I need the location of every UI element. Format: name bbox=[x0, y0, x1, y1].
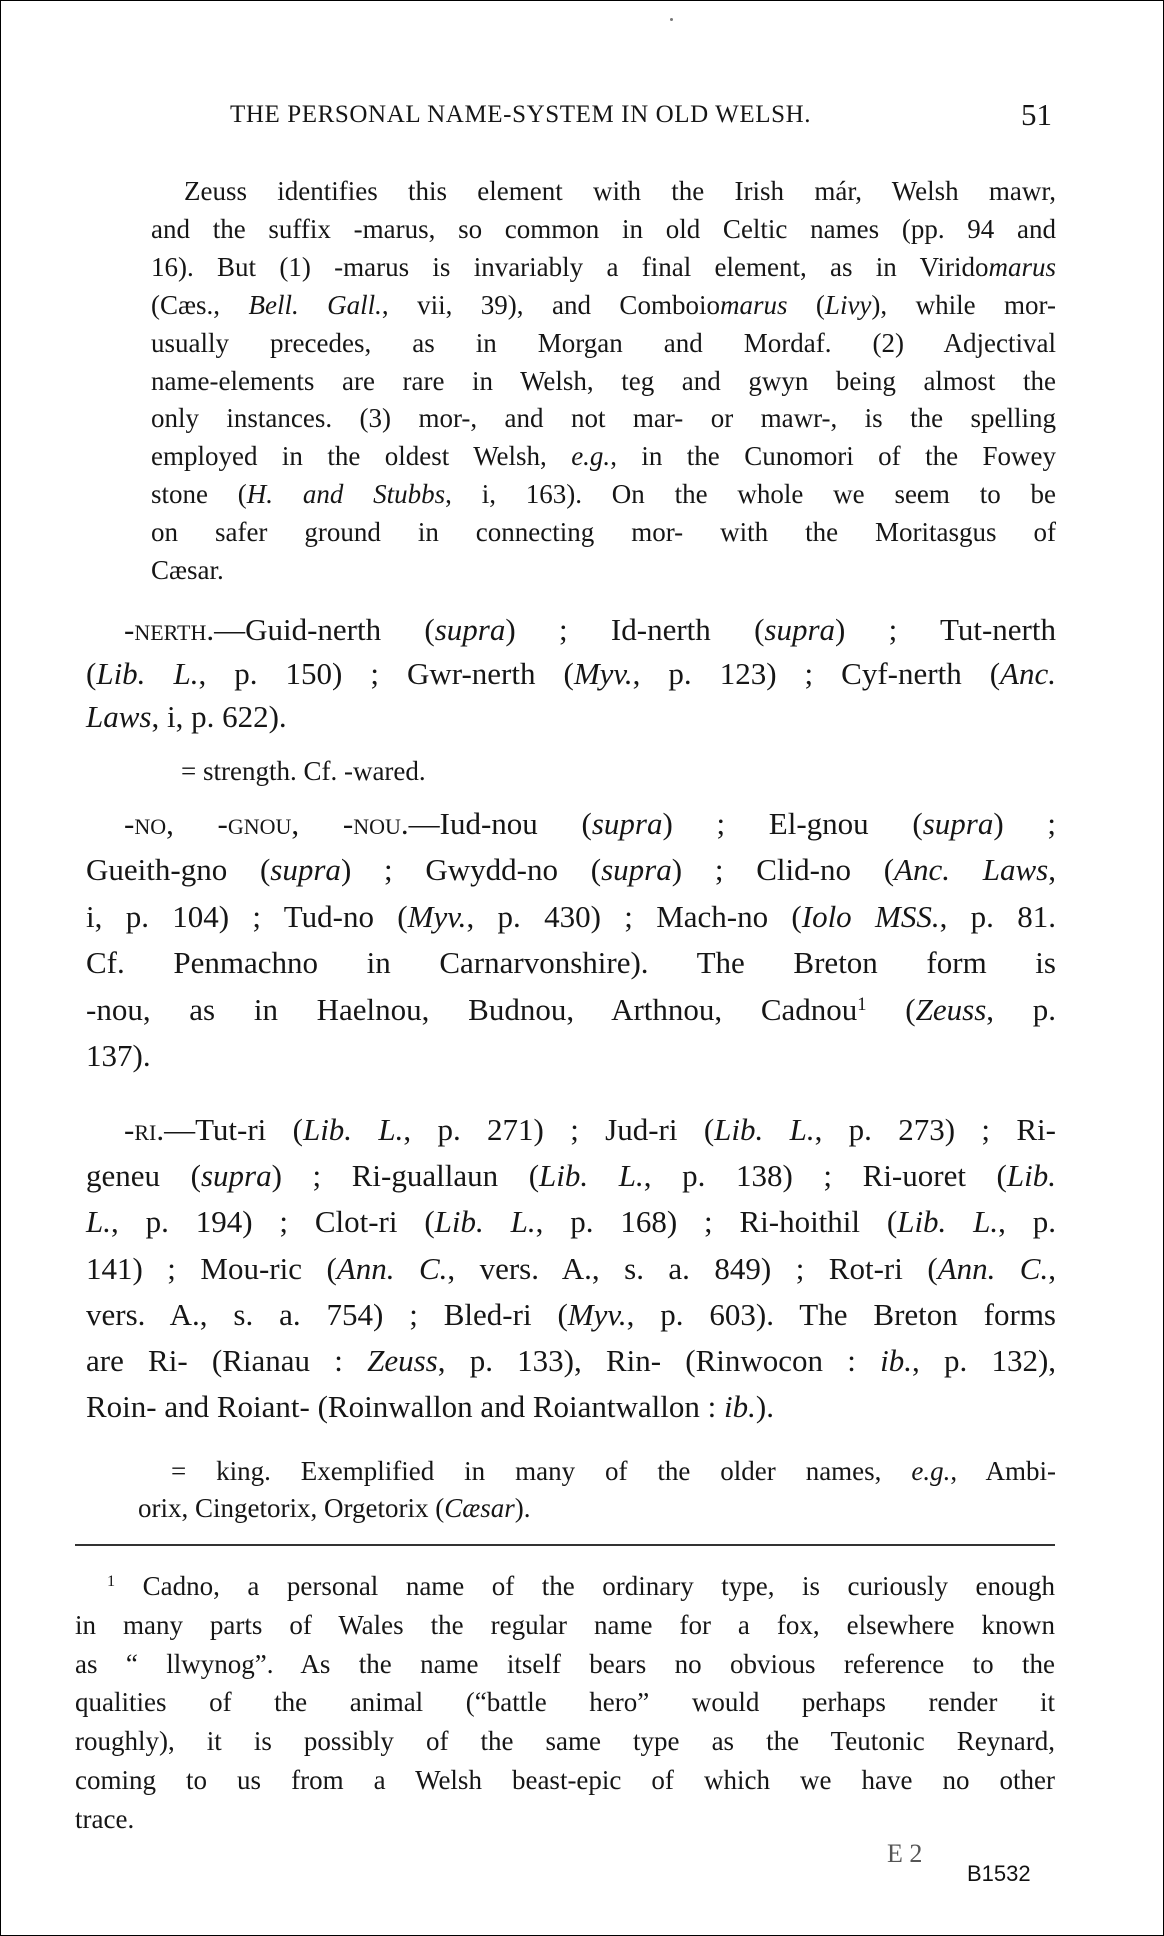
text-run: , p. 133), Rin- (Rinwocon : bbox=[437, 1343, 881, 1379]
gloss-nerth bbox=[181, 752, 781, 790]
text-run: -nou, as in Haelnou, Budnou, Arthnou, Cadnou bbox=[86, 991, 858, 1027]
italic-citation: Bell. Gall. bbox=[248, 289, 382, 320]
text-run: ) ; Id-nerth ( bbox=[505, 612, 765, 647]
text-run: ) ; bbox=[993, 806, 1056, 841]
italic-citation: Lib. L. bbox=[714, 1112, 815, 1147]
text-run: , p. bbox=[986, 991, 1056, 1027]
text-line bbox=[75, 1683, 1055, 1722]
running-header-title: THE PERSONAL NAME-SYSTEM IN OLD WELSH. bbox=[230, 101, 812, 128]
text-line bbox=[86, 1384, 1056, 1430]
text-run: orix, Cingetorix, Orgetorix ( bbox=[138, 1493, 445, 1523]
text-run: ) ; Ri-guallaun ( bbox=[271, 1158, 540, 1194]
text-run: , p. 168) ; Ri-hoithil ( bbox=[535, 1204, 898, 1240]
footnote bbox=[75, 1567, 1055, 1839]
catalog-code: B1532 bbox=[967, 1861, 1031, 1886]
text-line bbox=[151, 363, 1056, 401]
entry-ri bbox=[86, 1107, 1056, 1430]
text-run: vers. A., s. a. 754) ; Bled-ri ( bbox=[86, 1296, 568, 1332]
text-run: , p. bbox=[998, 1204, 1057, 1240]
text-run: only instances. (3) mor-, and not mar- or mawr-, is the spelling bbox=[151, 403, 1056, 434]
text-run: ( bbox=[787, 289, 825, 320]
text-run: are Ri- (Rianau : bbox=[86, 1343, 368, 1379]
text-line bbox=[151, 514, 1056, 552]
italic-citation: Lib. L. bbox=[897, 1204, 999, 1240]
text-run: , p. 138) ; Ri-uoret ( bbox=[643, 1158, 1007, 1194]
text-line bbox=[86, 801, 1056, 847]
text-line bbox=[151, 249, 1056, 287]
gloss-ri bbox=[138, 1453, 1056, 1527]
italic-citation: Livy bbox=[824, 289, 872, 320]
text-run: Cadno, a personal name of the ordinary type, is curiously enough bbox=[115, 1571, 1055, 1601]
text-line bbox=[86, 652, 1056, 696]
text-run: , p. 132), bbox=[912, 1343, 1057, 1379]
text-line bbox=[86, 1246, 1056, 1292]
footnote-marker: 1 bbox=[107, 1572, 116, 1591]
page-number: 51 bbox=[1021, 97, 1052, 132]
italic-citation: Anc. bbox=[1000, 655, 1056, 691]
text-run: , p. 273) ; Ri- bbox=[814, 1112, 1056, 1147]
text-line bbox=[86, 1153, 1056, 1199]
italic-citation: Myv. bbox=[407, 898, 467, 934]
text-line bbox=[151, 173, 1056, 211]
text-run: , bbox=[1048, 852, 1056, 888]
text-run: , p. 123) ; Cyf-nerth ( bbox=[632, 655, 1001, 691]
text-run: Gueith-gno ( bbox=[86, 852, 271, 888]
italic-citation: supra bbox=[764, 612, 836, 647]
scan-speck bbox=[670, 18, 673, 21]
italic-citation: Cæsar bbox=[444, 1493, 515, 1523]
text-line bbox=[75, 1645, 1055, 1684]
italic-citation: ib. bbox=[724, 1389, 756, 1425]
italic-citation: Lib. bbox=[1006, 1158, 1056, 1194]
italic-citation: Lib. L. bbox=[434, 1204, 536, 1240]
text-line bbox=[86, 1292, 1056, 1338]
text-run: = strength. Cf. -wared. bbox=[181, 756, 426, 786]
text-run: coming to us from a Welsh beast-epic of which we have no other bbox=[75, 1764, 1055, 1795]
text-run: qualities of the animal (“battle hero” would perhaps render it bbox=[75, 1687, 1055, 1718]
text-run: —Tut-ri ( bbox=[164, 1112, 303, 1147]
text-run: 137). bbox=[86, 1038, 151, 1074]
italic-citation: marus bbox=[719, 289, 788, 320]
italic-citation: Myv. bbox=[573, 655, 633, 691]
text-line bbox=[86, 940, 1056, 986]
text-line bbox=[86, 847, 1056, 893]
footnote-divider bbox=[75, 1544, 1055, 1546]
italic-citation: Lib. L. bbox=[302, 1112, 404, 1147]
text-run: roughly), it is possibly of the same type as the Teutonic Reynard, bbox=[75, 1726, 1055, 1757]
text-run: , p. 81. bbox=[939, 898, 1057, 934]
italic-citation: Myv. bbox=[567, 1296, 627, 1332]
text-run: , in the Cunomori of the Fowey bbox=[610, 441, 1057, 472]
text-line bbox=[151, 211, 1056, 249]
text-run: trace. bbox=[75, 1803, 135, 1834]
signature-mark: E 2 bbox=[887, 1839, 923, 1868]
paragraph-mor bbox=[151, 173, 1056, 590]
text-run: Cæsar. bbox=[151, 555, 224, 586]
text-run: Cf. Penmachno in Carnarvonshire). The Breton form is bbox=[86, 945, 1056, 981]
text-run: ) ; El-gnou ( bbox=[662, 806, 923, 841]
entry-headword: -nerth. bbox=[124, 612, 215, 647]
text-line bbox=[151, 325, 1056, 363]
italic-citation: e.g. bbox=[571, 441, 611, 472]
italic-citation: Ann. C. bbox=[336, 1250, 448, 1286]
text-run: , p. 271) ; Jud-ri ( bbox=[403, 1112, 715, 1147]
text-line bbox=[86, 608, 1056, 652]
text-line bbox=[181, 752, 781, 790]
italic-citation: marus bbox=[988, 251, 1056, 282]
text-run: , i, p. 622). bbox=[151, 699, 287, 734]
entry-headword: -no, -gnou, -nou. bbox=[124, 806, 409, 841]
italic-citation: ib. bbox=[880, 1343, 912, 1379]
text-line bbox=[86, 894, 1056, 940]
text-run: ), while mor- bbox=[871, 289, 1056, 320]
footnote-marker: 1 bbox=[857, 993, 867, 1015]
text-line bbox=[138, 1490, 1056, 1527]
italic-citation: L. bbox=[86, 1204, 111, 1240]
italic-citation: Laws bbox=[86, 699, 152, 734]
text-run: Roin- and Roiant- (Roinwallon and Roiantwallon : bbox=[86, 1389, 724, 1425]
text-line bbox=[86, 1107, 1056, 1153]
italic-citation: Ann. C. bbox=[937, 1250, 1049, 1286]
text-line bbox=[151, 400, 1056, 438]
text-run: ) ; Clid-no ( bbox=[671, 852, 895, 888]
italic-citation: supra bbox=[601, 852, 672, 888]
text-run: ( bbox=[86, 655, 97, 691]
text-line bbox=[86, 1338, 1056, 1384]
text-run: ) ; Gwydd-no ( bbox=[340, 852, 602, 888]
text-run: —Iud-nou ( bbox=[408, 806, 592, 841]
italic-citation: Iolo MSS. bbox=[801, 898, 940, 934]
text-line bbox=[151, 438, 1056, 476]
text-line bbox=[75, 1761, 1055, 1800]
text-run: , bbox=[1048, 1250, 1056, 1286]
text-run: as “ llwynog”. As the name itself bears no obvious reference to the bbox=[75, 1648, 1055, 1679]
text-run: employed in the oldest Welsh, bbox=[151, 441, 572, 472]
text-run: name-elements are rare in Welsh, teg and gwyn being almost the bbox=[151, 365, 1056, 396]
text-run: —Guid-nerth ( bbox=[214, 612, 435, 647]
text-run: , p. 430) ; Mach-no ( bbox=[466, 898, 802, 934]
text-run: ( bbox=[866, 991, 916, 1027]
text-line bbox=[138, 1453, 1056, 1490]
text-run: (Cæs., bbox=[151, 289, 249, 320]
entry-nerth bbox=[86, 608, 1056, 739]
italic-citation: Zeuss bbox=[915, 991, 987, 1027]
text-line bbox=[151, 476, 1056, 514]
italic-citation: supra bbox=[200, 1158, 272, 1194]
text-run: , p. 603). The Breton forms bbox=[626, 1296, 1056, 1332]
text-line bbox=[86, 987, 1056, 1033]
entry-headword: -ri. bbox=[124, 1112, 165, 1147]
italic-citation: supra bbox=[591, 806, 663, 841]
text-line bbox=[86, 1033, 1056, 1079]
italic-citation: H. and Stubbs bbox=[246, 479, 446, 510]
italic-citation: Lib. L. bbox=[96, 655, 199, 691]
text-line bbox=[75, 1800, 1055, 1839]
text-run: = king. Exemplified in many of the older names, bbox=[171, 1456, 912, 1486]
text-line bbox=[75, 1567, 1055, 1606]
text-run: ). bbox=[514, 1493, 531, 1523]
text-run: , Ambi- bbox=[950, 1456, 1056, 1486]
italic-citation: Zeuss bbox=[367, 1343, 438, 1379]
italic-citation: Lib. L. bbox=[539, 1158, 644, 1194]
text-run: ). bbox=[755, 1389, 774, 1425]
italic-citation: Anc. Laws bbox=[894, 852, 1049, 888]
text-run: , i, 163). On the whole we seem to be bbox=[445, 479, 1057, 510]
text-run: stone ( bbox=[151, 479, 247, 510]
text-run: Zeuss identifies this element with the Irish már, Welsh mawr, bbox=[184, 176, 1056, 206]
text-run: , vii, 39), and Comboio bbox=[381, 289, 720, 320]
italic-citation: supra bbox=[434, 612, 506, 647]
text-run: on safer ground in connecting mor- with the Moritasgus of bbox=[151, 517, 1056, 548]
text-run: , vers. A., s. a. 849) ; Rot-ri ( bbox=[447, 1250, 938, 1286]
text-line bbox=[75, 1606, 1055, 1645]
text-run: in many parts of Wales the regular name for a fox, elsewhere known bbox=[75, 1609, 1055, 1640]
text-run: and the suffix -marus, so common in old Celtic names (pp. 94 and bbox=[151, 213, 1056, 244]
text-run: 141) ; Mou-ric ( bbox=[86, 1250, 337, 1286]
text-run: usually precedes, as in Morgan and Mordaf. (2) Adjectival bbox=[151, 327, 1056, 358]
text-run: i, p. 104) ; Tud-no ( bbox=[86, 898, 408, 934]
italic-citation: supra bbox=[270, 852, 341, 888]
text-run: geneu ( bbox=[86, 1158, 201, 1194]
text-run: , p. 150) ; Gwr-nerth ( bbox=[198, 655, 574, 691]
text-line bbox=[86, 695, 1056, 739]
text-run: 16). But (1) -marus is invariably a final element, as in Virido bbox=[151, 251, 989, 282]
text-line bbox=[151, 287, 1056, 325]
text-run: , p. 194) ; Clot-ri ( bbox=[111, 1204, 435, 1240]
text-line bbox=[151, 552, 1056, 590]
text-line bbox=[86, 1199, 1056, 1245]
text-line bbox=[75, 1722, 1055, 1761]
text-run: ) ; Tut-nerth bbox=[835, 612, 1056, 647]
italic-citation: supra bbox=[922, 806, 994, 841]
italic-citation: e.g. bbox=[911, 1456, 951, 1486]
entry-no-gnou-nou bbox=[86, 801, 1056, 1079]
